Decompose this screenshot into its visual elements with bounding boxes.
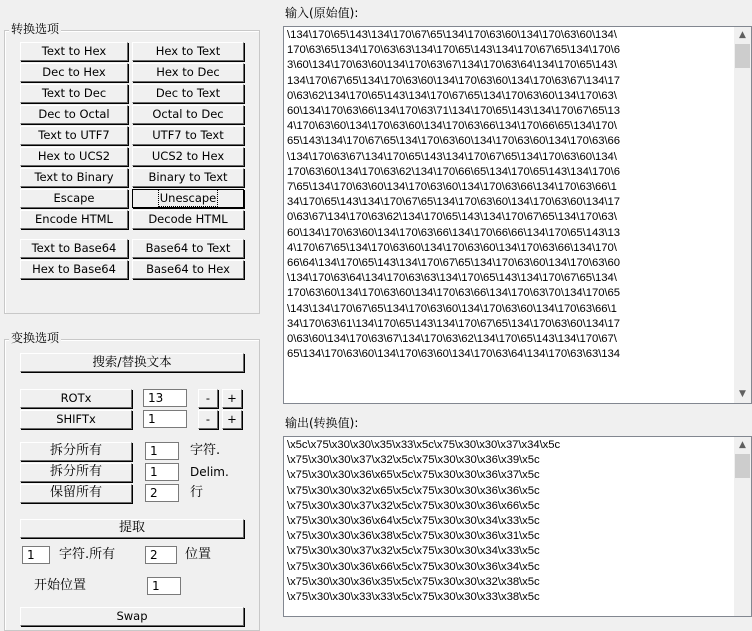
- search-replace-button[interactable]: 搜索/替换文本: [20, 353, 244, 372]
- rotx-minus-button[interactable]: -: [198, 389, 218, 408]
- scrollbar-thumb[interactable]: [735, 44, 750, 68]
- input-textarea[interactable]: [283, 26, 752, 404]
- rotx-button[interactable]: ROTx: [20, 389, 132, 408]
- binary-to-text-button[interactable]: Binary to Text: [132, 168, 244, 187]
- base64-to-text-button[interactable]: Base64 to Text: [132, 239, 244, 258]
- scrollbar-thumb[interactable]: [735, 454, 750, 478]
- scroll-down-icon[interactable]: ▼: [739, 389, 746, 399]
- extract-count-field[interactable]: 1: [22, 546, 50, 564]
- escape-button[interactable]: Escape: [20, 189, 128, 208]
- output-text: \x5c\x75\x30\x30\x35\x33\x5c\x75\x30\x30\x37\x34\x5c \x75\x30\x30\x37\x32\x5c\x75\x30\x30\x36\x39\x5c \x75\x30\x30\x36\x65\x5c\x75\x30\x30\x36\x37\x5c \x75\x30\x30\x32\x65\x5c\x75\x30\x30\x36\x36\x5c \x75\x30\x30\x37\x32\x5c\x75\x30\x30\x36\x66\x5c \x75\x30\x30\x36\x64\x5c\x75\x30\x30\x34\x33\x5c \x75\x30\x30\x36\x38\x5c\x75\x30\x30\x36\x31\x5c \x75\x30\x30\x37\x32\x5c\x75\x30\x30\x34\x33\x5c \x75\x30\x30\x36\x66\x5c\x75\x30\x30\x36\x34\x5c \x75\x30\x30\x36\x35\x5c\x75\x30\x30\x32\x38\x5c \x75\x30\x30\x33\x33\x5c\x75\x30\x30\x33\x38\x5c: [287, 439, 561, 604]
- encode-html-button[interactable]: Encode HTML: [20, 210, 128, 229]
- dec-to-text-button[interactable]: Dec to Text: [132, 84, 244, 103]
- output-textarea[interactable]: [283, 436, 752, 617]
- text-to-base64-button[interactable]: Text to Base64: [20, 239, 128, 258]
- extract-position-label: 位置: [185, 547, 212, 562]
- shiftx-minus-button[interactable]: -: [198, 410, 218, 429]
- rotx-value-field[interactable]: 13: [143, 389, 187, 407]
- keep-lines-unit: 行: [190, 485, 204, 500]
- input-label: 输入(原始值):: [285, 6, 359, 20]
- extract-button[interactable]: 提取: [20, 519, 244, 538]
- hex-to-ucs2-button[interactable]: Hex to UCS2: [20, 147, 128, 166]
- scroll-up-icon[interactable]: ▲: [739, 30, 746, 40]
- start-position-field[interactable]: 1: [147, 577, 181, 595]
- split-chars-value-field[interactable]: 1: [145, 442, 179, 460]
- convert-options-title: 转换选项: [11, 22, 60, 36]
- dec-to-octal-button[interactable]: Dec to Octal: [20, 105, 128, 124]
- output-label: 输出(转换值):: [285, 416, 359, 430]
- octal-to-dec-button[interactable]: Octal to Dec: [132, 105, 244, 124]
- ucs2-to-hex-button[interactable]: UCS2 to Hex: [132, 147, 244, 166]
- input-text: \134\170\65\143\134\170\67\65\134\170\63\60\134\170\63\60\134\ 170\63\65\134\170\63\63\134\170\65\143\134\170\67\65\134\170\6 3\60\134\170\63\60\134\170\63\67\134\170\63\64\134\170\65\143\ 134\170\67\65\134\170\63\60\134\170\63\60\134\170\63\67\134\17 0\63\62\134\170\65\143\134\170\67\65\134\170\63\60\134\170\63\ 60\134\170\63\66\134\170\63\71\134\170\65\143\134\170\67\65\13 4\170\63\60\134\170\63\60\134\170\63\66\134\170\66\65\134\170\ 65\143\134\170\67\65\134\170\63\60\134\170\63\60\134\170\63\66 \134\170\63\67\134\170\65\143\134\170\67\65\134\170\63\60\134\ 170\63\60\134\170\63\62\134\170\66\65\134\170\65\143\134\170\6 7\65\134\170\63\60\134\170\63\60\134\170\63\66\134\170\63\66\1 34\170\65\143\134\170\67\65\134\170\63\60\134\170\63\60\134\17 0\63\67\134\170\63\62\134\170\65\143\134\170\67\65\134\170\63\ 60\134\170\63\60\134\170\63\66\134\170\66\66\134\170\65\143\13 4\170\67\65\134\170\63\60\134\170\63\60\134\170\63\66\134\170\ 66\64\134\170\65\143\134\170\67\65\134\170\63\60\134\170\63\60 \134\170\63\64\134\170\63\63\134\170\65\143\134\170\67\65\134\ 170\63\60\134\170\63\60\134\170\63\66\134\170\63\70\134\170\65 \143\134\170\67\65\134\170\63\60\134\170\63\60\134\170\63\66\1 34\170\63\61\134\170\65\143\134\170\67\65\134\170\63\60\134\17 0\63\60\134\170\63\67\134\170\63\62\134\170\65\143\134\170\67\ 65\134\170\63\60\134\170\63\60\134\170\63\64\134\170\63\63\134: [287, 29, 620, 361]
- dec-to-hex-button[interactable]: Dec to Hex: [20, 63, 128, 82]
- utf7-to-text-button[interactable]: UTF7 to Text: [132, 126, 244, 145]
- text-to-binary-button[interactable]: Text to Binary: [20, 168, 128, 187]
- shiftx-button[interactable]: SHIFTx: [20, 410, 132, 429]
- split-delim-value-field[interactable]: 1: [145, 463, 179, 481]
- split-delim-unit: Delim.: [190, 465, 229, 479]
- text-to-dec-button[interactable]: Text to Dec: [20, 84, 128, 103]
- shiftx-value-field[interactable]: 1: [143, 410, 187, 428]
- input-scrollbar[interactable]: [734, 27, 751, 403]
- hex-to-text-button[interactable]: Hex to Text: [132, 42, 244, 61]
- text-to-utf7-button[interactable]: Text to UTF7: [20, 126, 128, 145]
- unescape-button[interactable]: Unescape: [132, 189, 244, 208]
- output-scrollbar[interactable]: [734, 437, 751, 616]
- hex-to-base64-button[interactable]: Hex to Base64: [20, 260, 128, 279]
- shiftx-plus-button[interactable]: +: [222, 410, 242, 429]
- keep-lines-button[interactable]: 保留所有: [20, 484, 132, 503]
- keep-lines-value-field[interactable]: 2: [145, 484, 179, 502]
- extract-chars-label: 字符.所有: [59, 547, 116, 562]
- split-delim-button[interactable]: 拆分所有: [20, 463, 132, 482]
- hex-to-dec-button[interactable]: Hex to Dec: [132, 63, 244, 82]
- decode-html-button[interactable]: Decode HTML: [132, 210, 244, 229]
- split-chars-unit: 字符.: [190, 443, 221, 458]
- rotx-plus-button[interactable]: +: [222, 389, 242, 408]
- swap-button[interactable]: Swap: [20, 607, 244, 626]
- text-to-hex-button[interactable]: Text to Hex: [20, 42, 128, 61]
- extract-position-field[interactable]: 2: [145, 546, 177, 564]
- split-chars-button[interactable]: 拆分所有: [20, 442, 132, 461]
- base64-to-hex-button[interactable]: Base64 to Hex: [132, 260, 244, 279]
- transform-options-title: 变换选项: [11, 331, 60, 345]
- scroll-up-icon[interactable]: ▲: [739, 440, 746, 450]
- start-position-label: 开始位置: [34, 578, 87, 593]
